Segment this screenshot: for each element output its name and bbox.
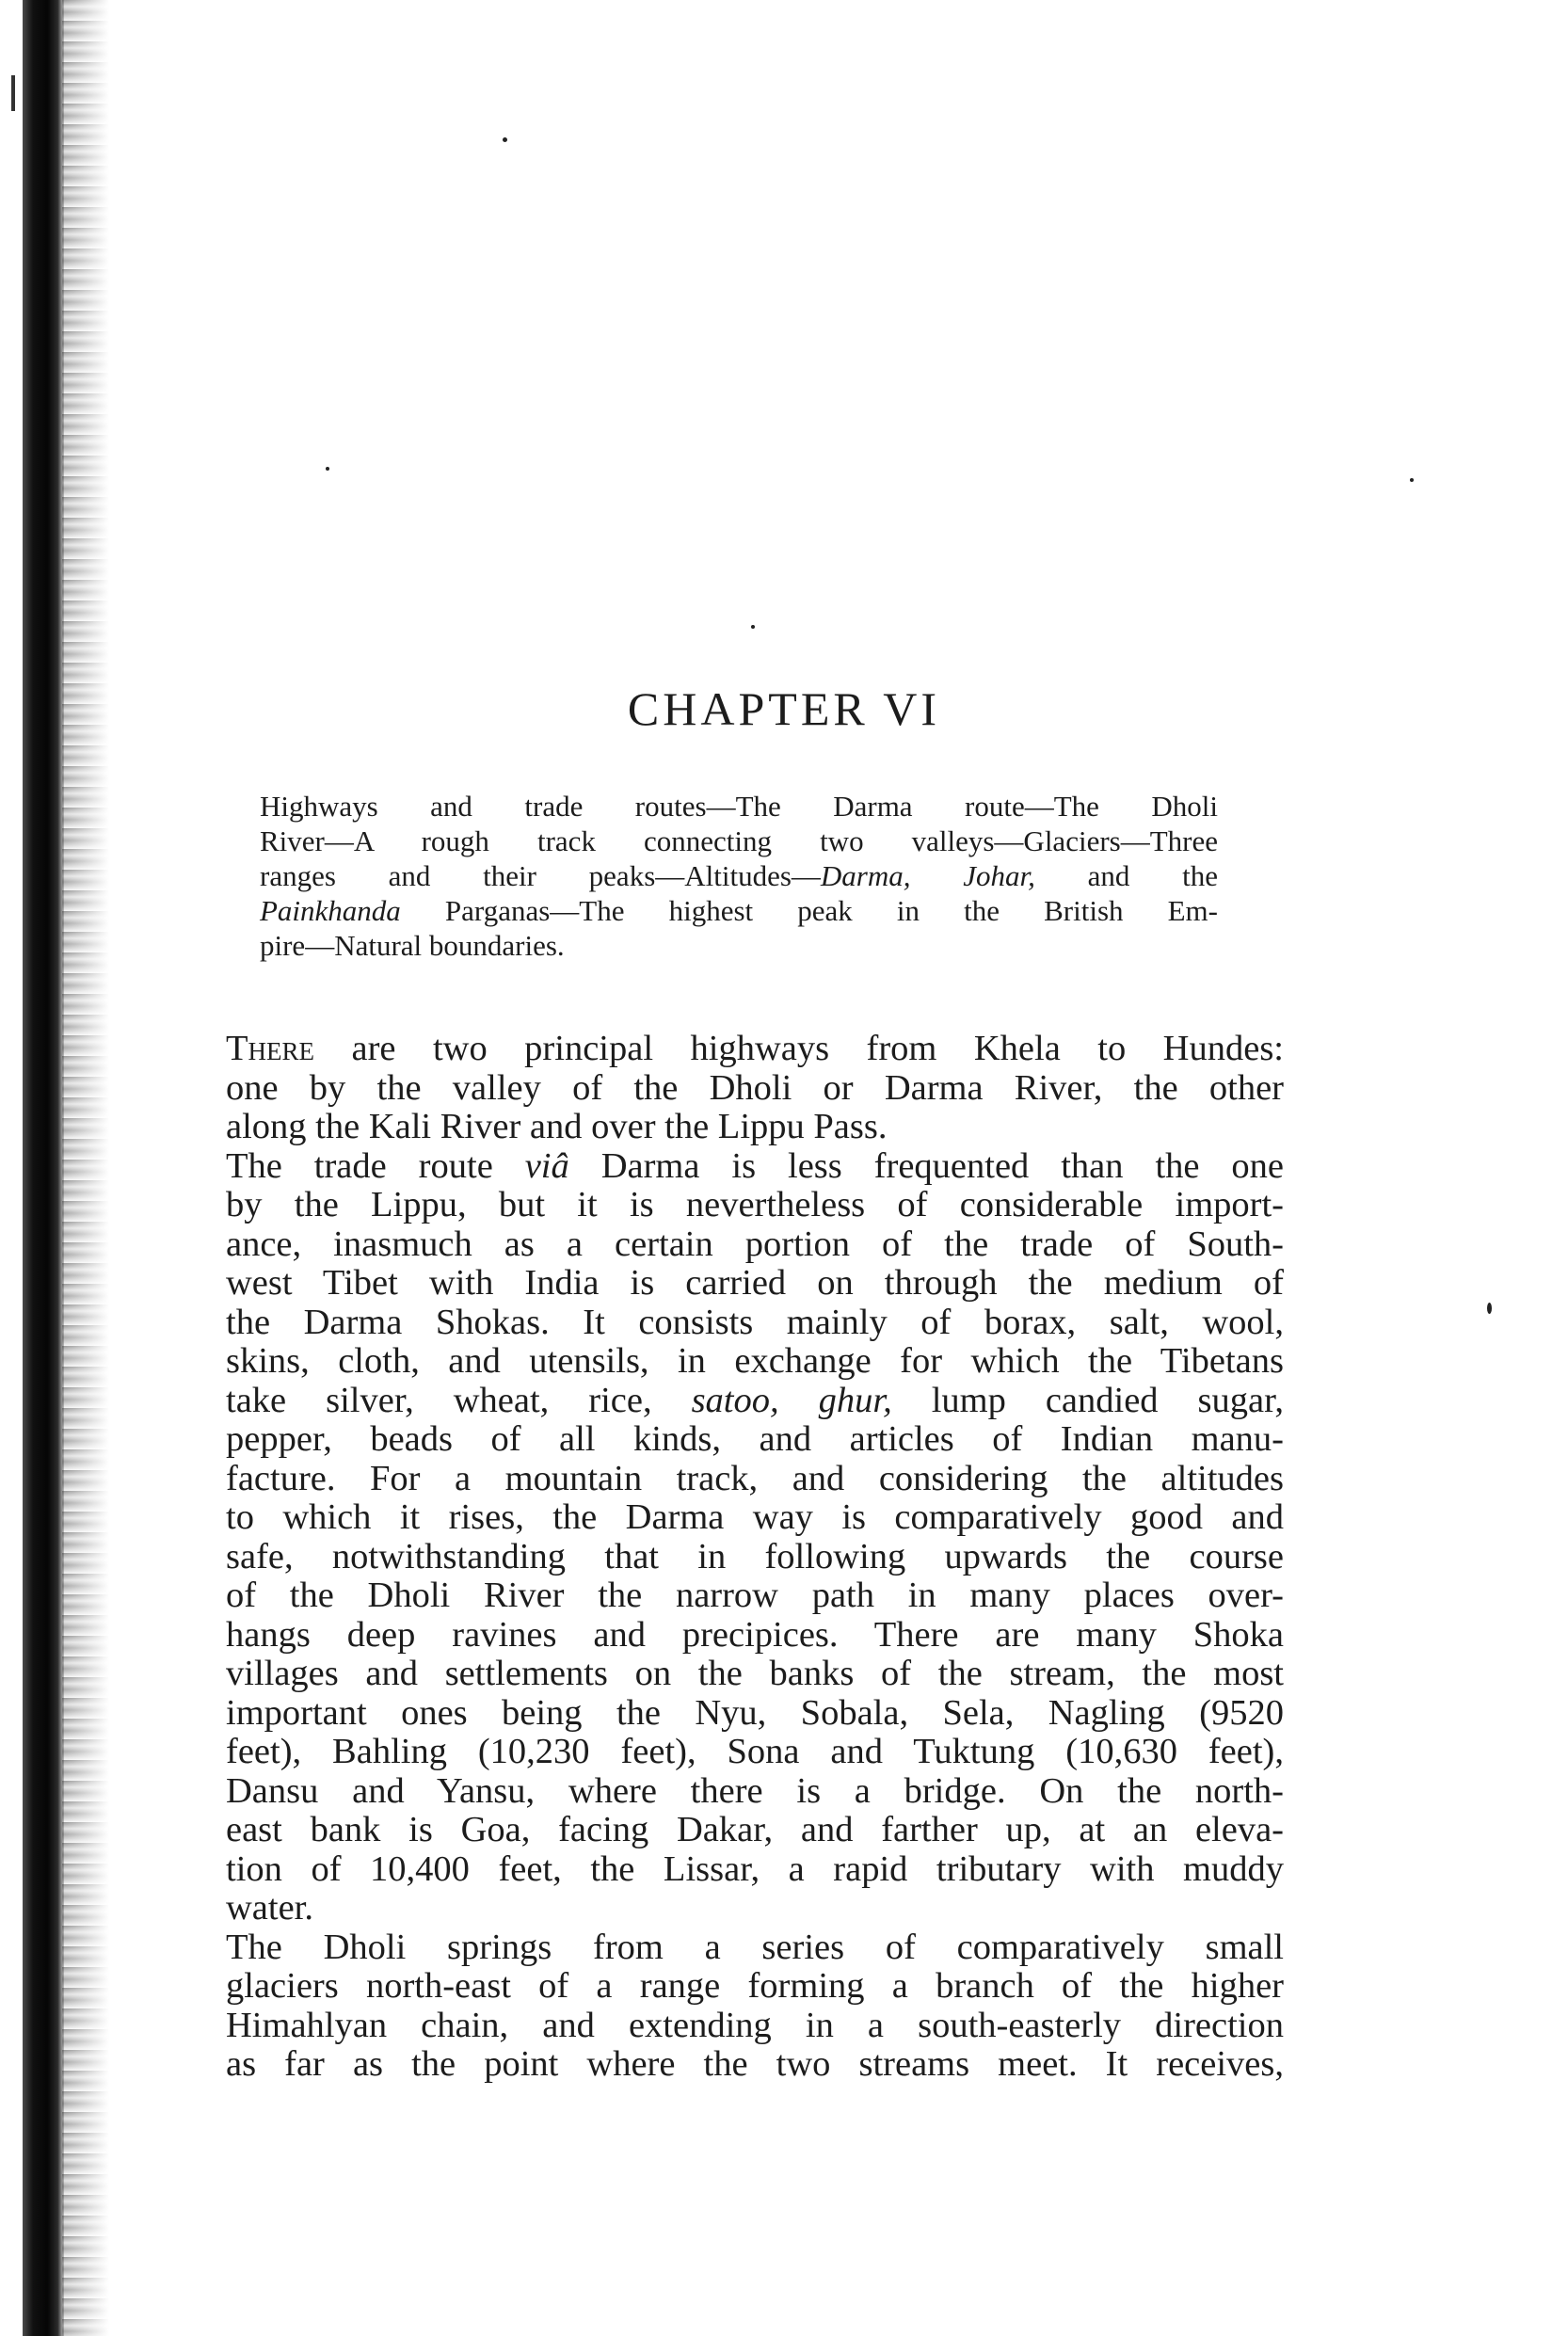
scan-speck: [503, 137, 507, 142]
binding-gutter-fade: [62, 0, 109, 2336]
chapter-summary: [260, 789, 1218, 963]
drop-lead-word: There: [226, 1029, 315, 1068]
body-text: as far as the point where the two streams meet. It receives,: [226, 2044, 1284, 2084]
summary-text: Parganas—The highest peak in the British Em-: [400, 894, 1218, 927]
scan-speck: [751, 625, 755, 629]
scan-speck: [1487, 1303, 1492, 1314]
body-line: [226, 2007, 1284, 2046]
summary-text: and the: [1034, 859, 1218, 892]
body-text: Dansu and Yansu, where there is a bridge. On the north-: [226, 1770, 1284, 1811]
body-italic-text: satoo,: [691, 1380, 779, 1420]
body-line: [226, 1694, 1284, 1734]
summary-text: River—A rough track connecting two valleys—Glaciers—Three: [260, 824, 1218, 857]
body-line: [226, 1304, 1284, 1343]
body-text: to which it rises, the Darma way is comparatively good and: [226, 1497, 1284, 1537]
body-text: villages and settlements on the banks of the stream, the most: [226, 1654, 1284, 1693]
body-text: take silver, wheat, rice,: [226, 1380, 692, 1420]
summary-line: [260, 928, 1218, 963]
binding-gutter-core: [23, 0, 64, 2336]
body-line: [226, 1342, 1284, 1382]
body-line: [226, 1733, 1284, 1772]
body-text: important ones being the Nyu, Sobala, Sela, Nagling (9520: [226, 1692, 1284, 1733]
body-line: [226, 1382, 1284, 1421]
body-line: [226, 1967, 1284, 2007]
body-line: [226, 1538, 1284, 1577]
body-text: tion of 10,400 feet, the Lissar, a rapid tributary with muddy: [226, 1848, 1284, 1889]
body-line: [226, 1772, 1284, 1812]
body-line: [226, 1069, 1284, 1109]
body-text: feet), Bahling (10,230 feet), Sona and Tuktung (10,630 feet),: [226, 1732, 1284, 1771]
summary-line: [260, 789, 1218, 824]
body-line: [226, 1460, 1284, 1499]
body-line: [226, 1616, 1284, 1656]
body-text: east bank is Goa, facing Dakar, and farther up, at an eleva-: [226, 1810, 1284, 1849]
body-text: facture. For a mountain track, and considering the altitudes: [226, 1458, 1284, 1498]
body-line: [226, 2045, 1284, 2085]
body-line: [226, 1186, 1284, 1225]
body-text: hangs deep ravines and precipices. There are many Shoka: [226, 1614, 1284, 1655]
body-line: [226, 1498, 1284, 1538]
chapter-body: [226, 1030, 1284, 2085]
body-line: [226, 1264, 1284, 1304]
body-text: the Darma Shokas. It consists mainly of borax, salt, wool,: [226, 1302, 1284, 1342]
scan-speck: [326, 467, 329, 471]
binding-gutter-shadow: [0, 0, 122, 2336]
summary-line: [260, 893, 1218, 928]
body-text: west Tibet with India is carried on through the medium of: [226, 1263, 1284, 1303]
body-text: water.: [226, 1888, 313, 1928]
body-line: [226, 1850, 1284, 1890]
body-italic-text: ghur,: [818, 1380, 892, 1420]
body-text: are two principal highways from Khela to Hundes:: [314, 1029, 1284, 1068]
body-text: pepper, beads of all kinds, and articles of Indian manu-: [226, 1419, 1284, 1459]
body-line: [226, 1928, 1284, 1968]
body-text: Himahlyan chain, and extending in a south-easterly direction: [226, 2005, 1284, 2045]
body-text: one by the valley of the Dholi or Darma River, the other: [226, 1067, 1284, 1108]
chapter-title: CHAPTER VI: [627, 682, 941, 735]
body-text: safe, notwithstanding that in following upwards the course: [226, 1536, 1284, 1576]
body-line: [226, 1147, 1284, 1187]
body-text: of the Dholi River the narrow path in many places over-: [226, 1576, 1284, 1615]
summary-italic-text: Painkhanda: [260, 894, 401, 927]
body-line: [226, 1576, 1284, 1616]
body-text: by the Lippu, but it is nevertheless of considerable import-: [226, 1185, 1284, 1224]
body-text: lump candied sugar,: [891, 1380, 1284, 1420]
body-text: The Dholi springs from a series of comparatively small: [226, 1927, 1284, 1967]
body-line: [226, 1030, 1284, 1069]
body-italic-text: viâ: [524, 1145, 569, 1186]
body-line: [226, 1811, 1284, 1850]
summary-line: [260, 824, 1218, 858]
body-text: [779, 1381, 819, 1420]
body-text: The trade route: [226, 1145, 525, 1186]
gutter-mark: [11, 75, 15, 111]
body-line: [226, 1420, 1284, 1460]
scan-speck: [1410, 478, 1414, 482]
body-line: [226, 1108, 1284, 1147]
summary-text: pire—Natural boundaries.: [260, 929, 565, 962]
body-line: [226, 1889, 1284, 1928]
body-line: [226, 1655, 1284, 1694]
body-text: skins, cloth, and utensils, in exchange for which the Tibetans: [226, 1341, 1284, 1381]
body-text: ance, inasmuch as a certain portion of the trade of South-: [226, 1224, 1284, 1264]
summary-text: Highways and trade routes—The Darma route—The Dholi: [260, 790, 1218, 823]
summary-text: ranges and their peaks—Altitudes—: [260, 859, 821, 892]
body-line: [226, 1225, 1284, 1265]
summary-italic-text: Darma, Johar,: [820, 859, 1035, 892]
body-text: along the Kali River and over the Lippu Pass.: [226, 1107, 888, 1146]
summary-line: [260, 858, 1218, 893]
body-text: Darma is less frequented than the one: [568, 1145, 1285, 1186]
body-text: glaciers north-east of a range forming a branch of the higher: [226, 1966, 1284, 2006]
